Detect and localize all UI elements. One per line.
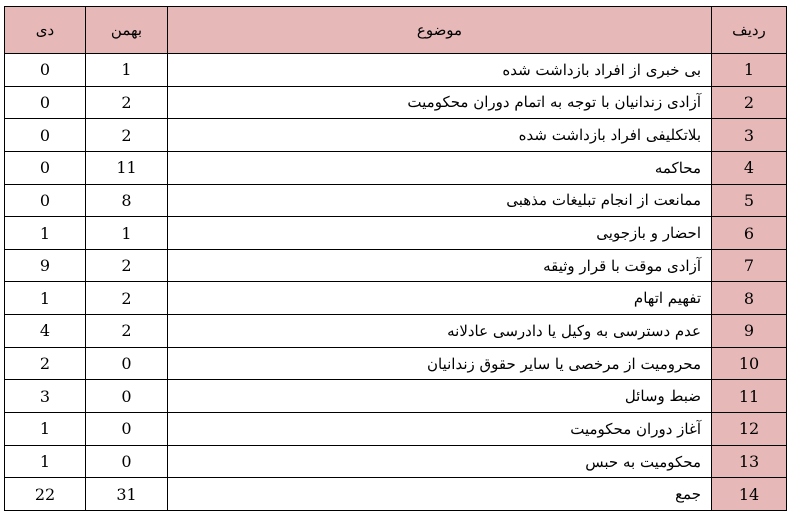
row-number-cell: 9 [712, 315, 787, 348]
table-row [5, 217, 787, 250]
dey-count-cell: 0 [5, 119, 86, 152]
dey-count-cell: 9 [5, 249, 86, 282]
topic-cell: بلاتکلیفی افراد بازداشت شده [168, 119, 712, 152]
bahman-count-cell: 1 [86, 54, 168, 87]
bahman-count-cell: 0 [86, 347, 168, 380]
topic-cell: آزادی موقت با قرار وثیقه [168, 249, 712, 282]
topic-cell: جمع [168, 478, 712, 511]
dey-count-cell: 1 [5, 413, 86, 446]
bahman-count-cell: 31 [86, 478, 168, 511]
table-row [5, 54, 787, 87]
row-number-cell: 3 [712, 119, 787, 152]
row-number-cell: 1 [712, 54, 787, 87]
row-number-cell: 11 [712, 380, 787, 413]
header-bahman: بهمن [86, 7, 168, 54]
bahman-count-cell: 0 [86, 413, 168, 446]
topic-cell: عدم دسترسی به وکیل یا دادرسی عادلانه [168, 315, 712, 348]
table-row [5, 380, 787, 413]
table-row [5, 347, 787, 380]
topic-cell: محاکمه [168, 151, 712, 184]
table-row [5, 119, 787, 152]
dey-count-cell: 2 [5, 347, 86, 380]
dey-count-cell: 0 [5, 54, 86, 87]
topic-cell: محرومیت از مرخصی یا سایر حقوق زندانیان [168, 347, 712, 380]
table-row [5, 445, 787, 478]
table-row [5, 315, 787, 348]
bahman-count-cell: 11 [86, 151, 168, 184]
topic-cell: محکومیت به حبس [168, 445, 712, 478]
bahman-count-cell: 8 [86, 184, 168, 217]
topic-cell: ممانعت از انجام تبلیغات مذهبی [168, 184, 712, 217]
dey-count-cell: 0 [5, 184, 86, 217]
bahman-count-cell: 2 [86, 119, 168, 152]
table-row [5, 184, 787, 217]
bahman-count-cell: 2 [86, 282, 168, 315]
header-topic: موضوع [168, 7, 712, 54]
bahman-count-cell: 2 [86, 86, 168, 119]
dey-count-cell: 1 [5, 445, 86, 478]
bahman-count-cell: 1 [86, 217, 168, 250]
bahman-count-cell: 2 [86, 315, 168, 348]
bahman-count-cell: 0 [86, 380, 168, 413]
dey-count-cell: 22 [5, 478, 86, 511]
row-number-cell: 10 [712, 347, 787, 380]
table-row [5, 151, 787, 184]
dey-count-cell: 3 [5, 380, 86, 413]
bahman-count-cell: 0 [86, 445, 168, 478]
topic-cell: بی خبری از افراد بازداشت شده [168, 54, 712, 87]
dey-count-cell: 4 [5, 315, 86, 348]
row-number-cell: 4 [712, 151, 787, 184]
dey-count-cell: 0 [5, 151, 86, 184]
header-row-number: ردیف [712, 7, 787, 54]
dey-count-cell: 0 [5, 86, 86, 119]
header-dey: دی [5, 7, 86, 54]
table-row [5, 478, 787, 511]
topic-cell: احضار و بازجویی [168, 217, 712, 250]
row-number-cell: 12 [712, 413, 787, 446]
bahman-count-cell: 2 [86, 249, 168, 282]
dey-count-cell: 1 [5, 217, 86, 250]
topic-cell: آزادی زندانیان با توجه به اتمام دوران محکومیت [168, 86, 712, 119]
topic-cell: تفهیم اتهام [168, 282, 712, 315]
dey-count-cell: 1 [5, 282, 86, 315]
table-row [5, 413, 787, 446]
statistics-table [4, 6, 787, 511]
row-number-cell: 2 [712, 86, 787, 119]
row-number-cell: 6 [712, 217, 787, 250]
table-row [5, 249, 787, 282]
topic-cell: ضبط وسائل [168, 380, 712, 413]
table-row [5, 282, 787, 315]
topic-cell: آغاز دوران محکومیت [168, 413, 712, 446]
row-number-cell: 13 [712, 445, 787, 478]
table-row [5, 86, 787, 119]
row-number-cell: 5 [712, 184, 787, 217]
row-number-cell: 14 [712, 478, 787, 511]
header-row [5, 7, 787, 54]
row-number-cell: 8 [712, 282, 787, 315]
row-number-cell: 7 [712, 249, 787, 282]
